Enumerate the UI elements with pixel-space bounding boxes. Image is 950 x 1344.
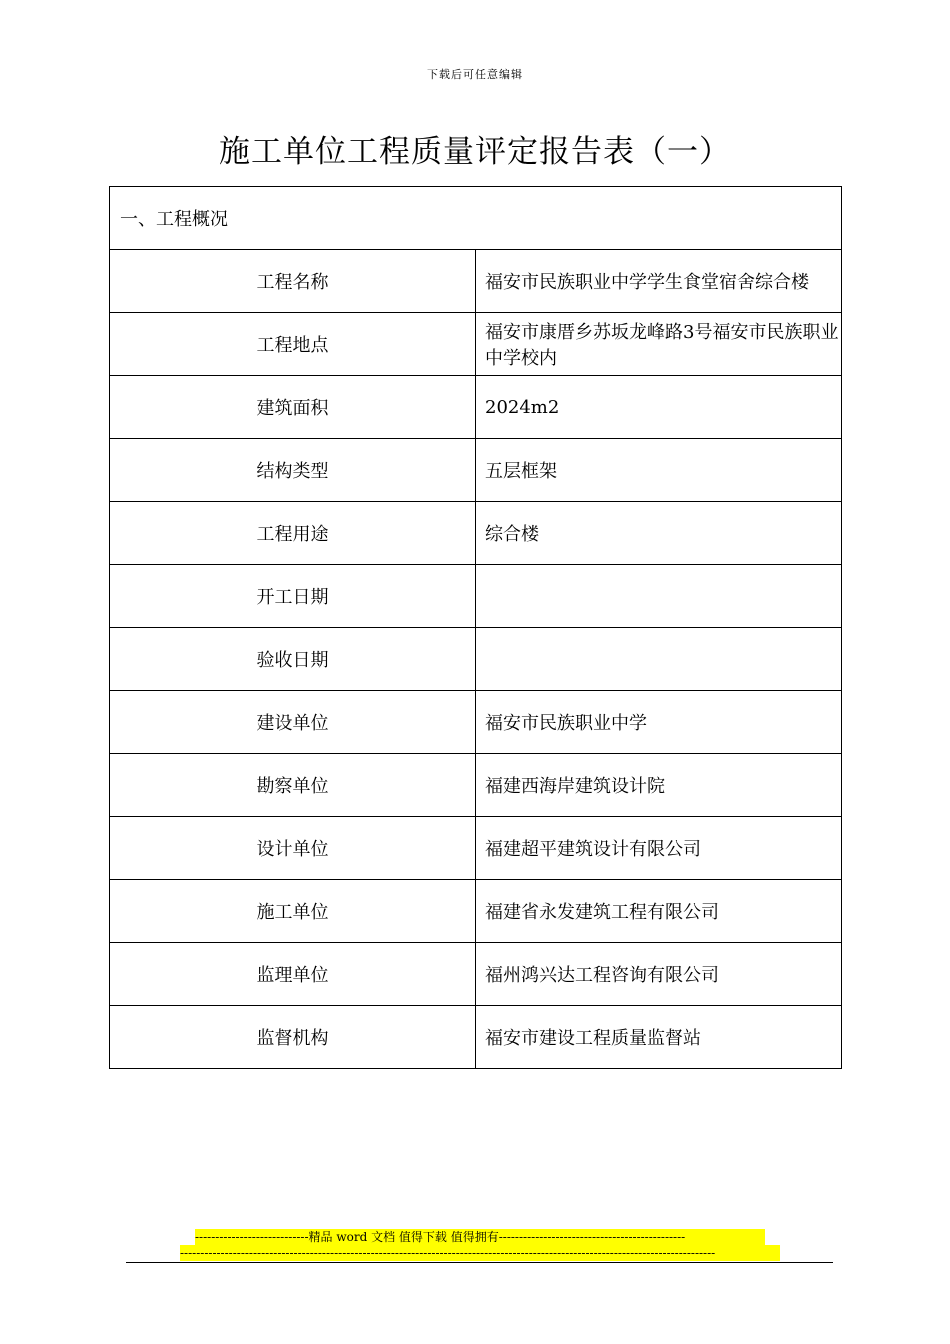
- row-value: 福建省永发建筑工程有限公司: [476, 880, 842, 943]
- row-label: 结构类型: [110, 439, 476, 502]
- row-value: 综合楼: [476, 502, 842, 565]
- row-value: [476, 628, 842, 691]
- row-label: 工程名称: [110, 250, 476, 313]
- row-value: 福建超平建筑设计有限公司: [476, 817, 842, 880]
- row-value: 五层框架: [476, 439, 842, 502]
- table-row: [110, 376, 842, 439]
- row-value: 2024m2: [476, 376, 842, 439]
- footer-line-1: ----------------------------精品 word 文档 值得下载 值得拥有----------------------------------------------: [195, 1229, 765, 1245]
- table-row: [110, 943, 842, 1006]
- footer-divider: [126, 1262, 833, 1263]
- row-label: 监理单位: [110, 943, 476, 1006]
- section-row: [110, 187, 842, 250]
- table-row: [110, 565, 842, 628]
- table-row: [110, 250, 842, 313]
- row-label: 勘察单位: [110, 754, 476, 817]
- row-label: 设计单位: [110, 817, 476, 880]
- table-row: [110, 817, 842, 880]
- row-label: 验收日期: [110, 628, 476, 691]
- table-row: [110, 628, 842, 691]
- table-row: [110, 691, 842, 754]
- row-value: 福建西海岸建筑设计院: [476, 754, 842, 817]
- table-row: [110, 754, 842, 817]
- row-value: [476, 565, 842, 628]
- row-value: 福州鸿兴达工程咨询有限公司: [476, 943, 842, 1006]
- row-label: 开工日期: [110, 565, 476, 628]
- table-row: [110, 439, 842, 502]
- page-title: 施工单位工程质量评定报告表（一）: [219, 134, 731, 170]
- table-row: [110, 1006, 842, 1069]
- project-overview-table: [109, 186, 842, 1069]
- row-value: 福安市民族职业中学学生食堂宿舍综合楼: [476, 250, 842, 313]
- row-label: 建筑面积: [110, 376, 476, 439]
- row-value: 福安市建设工程质量监督站: [476, 1006, 842, 1069]
- row-label: 工程地点: [110, 313, 476, 376]
- header-note: 下载后可任意编辑: [427, 68, 523, 81]
- row-label: 监督机构: [110, 1006, 476, 1069]
- table-row: [110, 880, 842, 943]
- section-heading: 一、工程概况: [110, 187, 842, 250]
- row-label: 施工单位: [110, 880, 476, 943]
- row-label: 建设单位: [110, 691, 476, 754]
- row-value: 福安市民族职业中学: [476, 691, 842, 754]
- table-row: [110, 313, 842, 376]
- row-label: 工程用途: [110, 502, 476, 565]
- row-value: 福安市康厝乡苏坂龙峰路3号福安市民族职业中学校内: [476, 313, 842, 376]
- footer-line-2: ------------------------------------------------------------------------------------------------------------------------------------: [180, 1245, 780, 1261]
- table-row: [110, 502, 842, 565]
